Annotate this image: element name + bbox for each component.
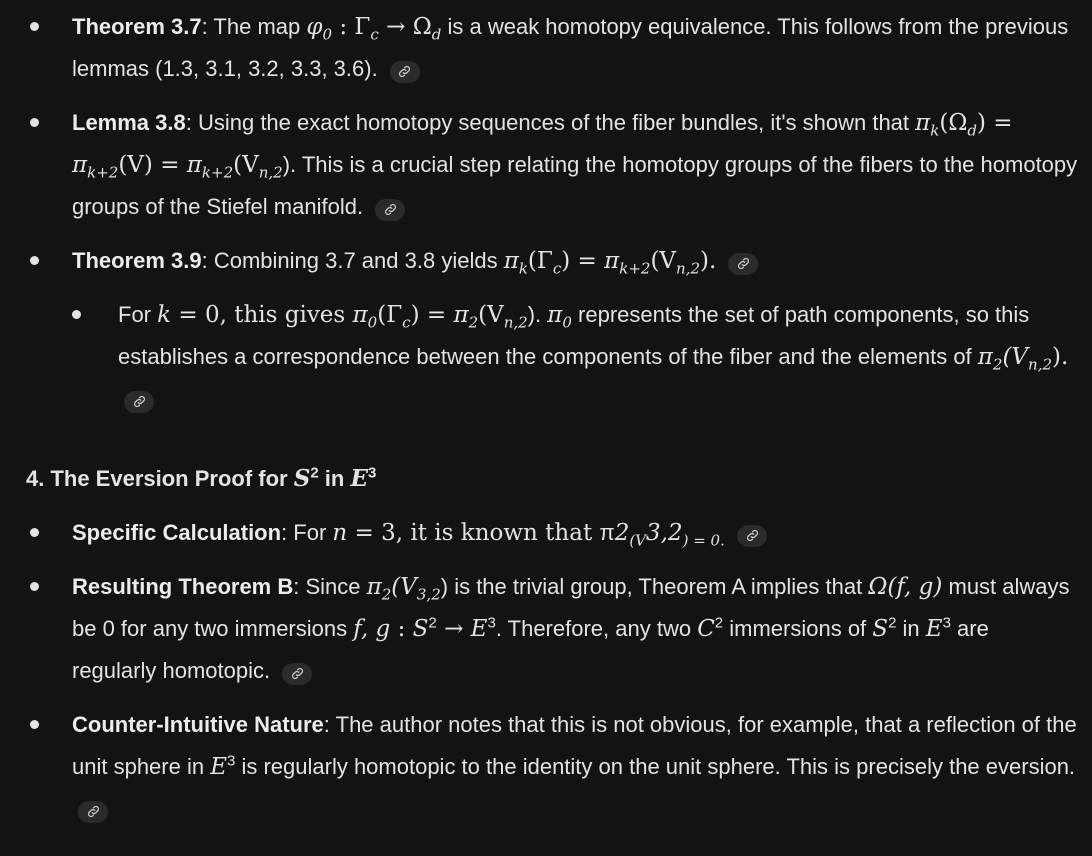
bullet [30, 256, 39, 265]
link-icon[interactable] [78, 801, 108, 823]
item-title: Lemma 3.8 [72, 110, 186, 135]
bullet [30, 720, 39, 729]
list-item-counter-intuitive-nature: Counter-Intuitive Nature: The author notes that this is not obvious, for example, that a reflection of the unit sphere in $E^3$ is regularly homotopic to the identity on the unit sphere. This is precisely the eversion. [72, 704, 1078, 830]
link-icon[interactable] [124, 391, 154, 413]
bullet [30, 118, 39, 127]
link-icon[interactable] [282, 663, 312, 685]
link-icon[interactable] [737, 525, 767, 547]
bullet [72, 310, 81, 319]
bullet [30, 22, 39, 31]
bullet [30, 528, 39, 537]
link-icon[interactable] [390, 61, 420, 83]
list-item-theorem-3-9: Theorem 3.9: Combining 3.7 and 3.8 yields $\pi_k(\Gamma_c) = \pi_{k+2}(V_{n,2})$. [72, 240, 1078, 282]
item-title: Counter-Intuitive Nature [72, 712, 324, 737]
section-heading: 4. The Eversion Proof for $S^2$ in $E^3$ [26, 464, 377, 492]
list-item-specific-calculation: Specific Calculation: For n = 3, it is known that $\pi 2_{(V}3,2_{) = 0.}$ [72, 512, 1078, 554]
list-item-theorem-3-7: Theorem 3.7: The map $\varphi_0$ : $\Gamma_c \to \Omega_d$ is a weak homotopy equivalence. This follows from the previous lemmas (1.3, 3.1, 3.2, 3.3, 3.6). [72, 6, 1078, 90]
item-title: Theorem 3.7 [72, 14, 202, 39]
list-item-k-equals-zero: For k = 0, this gives $\pi_0(\Gamma_c) = \pi_2(V_{n,2})$. $\pi_0$ represents the set of path components, so this establishes a correspondence between the components of the fiber and the elements of $\pi_2(V_{n,2})$. [118, 294, 1078, 420]
item-title: Theorem 3.9 [72, 248, 202, 273]
list-item-resulting-theorem-b: Resulting Theorem B: Since $\pi_2(V_{3,2})$ is the trivial group, Theorem A implies that Ω(f, g) must always be 0 for any two immersions f, g : $S^2 \to E^3$. Therefore, any two $C^2$ immersions of $S^2$ in $E^3$ are regularly homotopic. [72, 566, 1078, 692]
item-title: Specific Calculation [72, 520, 282, 545]
bullet [30, 582, 39, 591]
link-icon[interactable] [728, 253, 758, 275]
item-title: Resulting Theorem B [72, 574, 294, 599]
link-icon[interactable] [375, 199, 405, 221]
list-item-lemma-3-8: Lemma 3.8: Using the exact homotopy sequences of the fiber bundles, it's shown that $\pi_k(\Omega_d) = \pi_{k+2}(V) = \pi_{k+2}(V_{n,2})$. This is a crucial step relating the homotopy groups of the fibers to the homotopy groups of the Stiefel manifold. [72, 102, 1078, 228]
